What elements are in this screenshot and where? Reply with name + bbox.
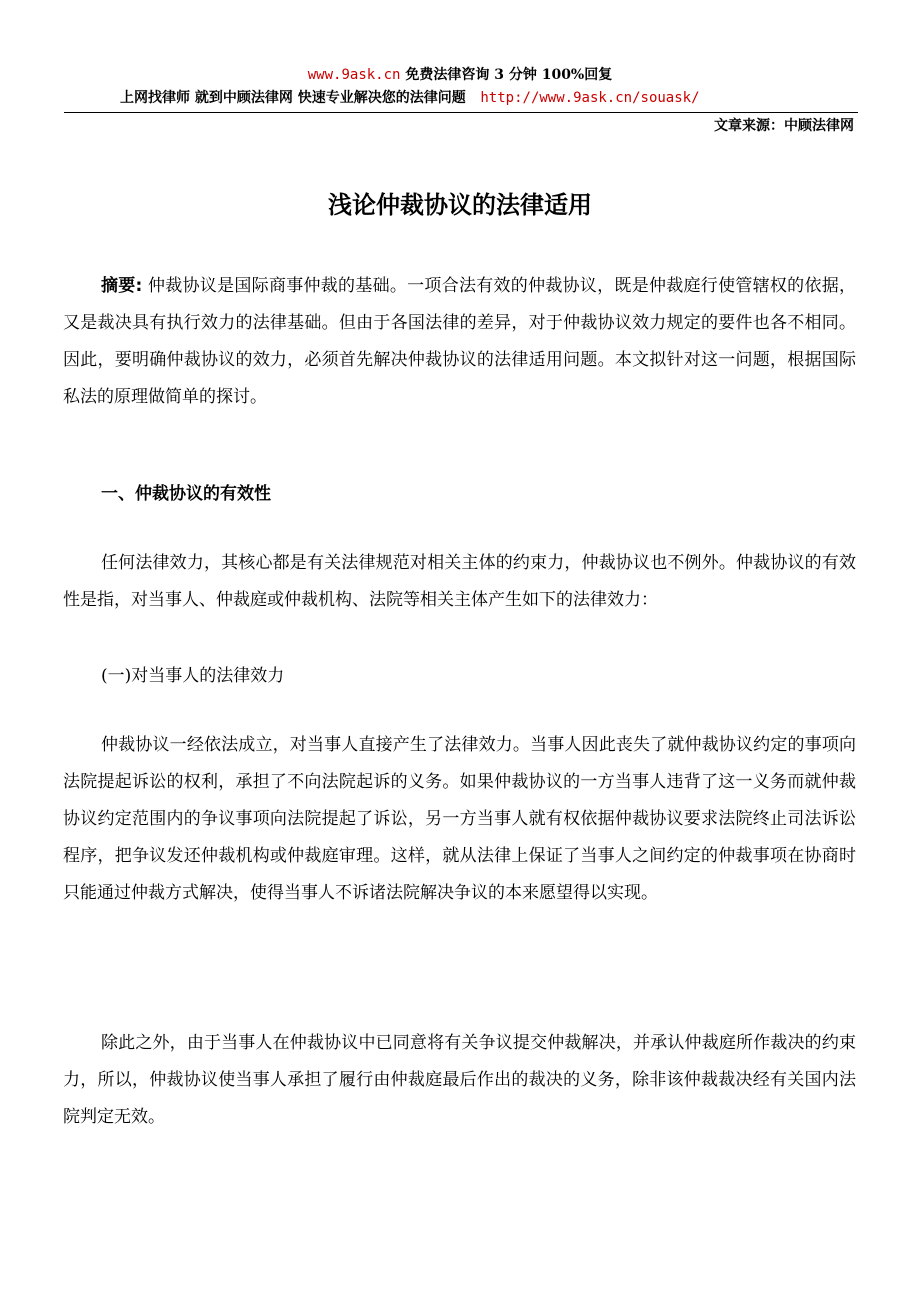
document-title: 浅论仲裁协议的法律适用 xyxy=(328,191,592,219)
article-source: 文章来源：中顾法律网 xyxy=(714,118,854,134)
promo-text: 免费法律咨询 3 分钟 100%回复 xyxy=(400,67,613,83)
site-link[interactable]: www.9ask.cn xyxy=(307,67,401,83)
header-promo-line xyxy=(0,66,920,84)
tagline-text: 上网找律师 就到中顾法律网 快速专业解决您的法律问题 xyxy=(120,90,466,106)
header-tagline-line xyxy=(120,89,700,107)
abstract-paragraph xyxy=(63,268,856,416)
body-paragraph-2: 除此之外，由于当事人在仲裁协议中已同意将有关争议提交仲裁解决，并承认仲裁庭所作裁决的约束力，所以，仲裁协议使当事人承担了履行由仲裁庭最后作出的裁决的义务，除非该仲裁裁决经有关国内法院判定无效。 xyxy=(63,1033,856,1127)
abstract-label: 摘要: xyxy=(101,276,143,296)
header-divider xyxy=(64,112,858,113)
section-heading-1: 一、仲裁协议的有效性 xyxy=(101,484,271,504)
souask-link[interactable]: http://www.9ask.cn/souask/ xyxy=(480,90,700,106)
subsection-heading-1: (一)对当事人的法律效力 xyxy=(101,666,285,686)
section1-intro-paragraph: 任何法律效力，其核心都是有关法律规范对相关主体的约束力，仲裁协议也不例外。仲裁协议的有效性是指，对当事人、仲裁庭或仲裁机构、法院等相关主体产生如下的法律效力： xyxy=(63,553,856,610)
abstract-text: 仲裁协议是国际商事仲裁的基础。一项合法有效的仲裁协议，既是仲裁庭行使管辖权的依据，又是裁决具有执行效力的法律基础。但由于各国法律的差异，对于仲裁协议效力规定的要件也各不相同。因此，要明确仲裁协议的效力，必须首先解决仲裁协议的法律适用问题。本文拟针对这一问题，根据国际私法的原理做简单的探讨。 xyxy=(63,276,856,407)
body-paragraph-1: 仲裁协议一经依法成立，对当事人直接产生了法律效力。当事人因此丧失了就仲裁协议约定的事项向法院提起诉讼的权利，承担了不向法院起诉的义务。如果仲裁协议的一方当事人违背了这一义务而就仲裁协议约定范围内的争议事项向法院提起了诉讼，另一方当事人就有权依据仲裁协议要求法院终止司法诉讼程序，把争议发还仲裁机构或仲裁庭审理。这样，就从法律上保证了当事人之间约定的仲裁事项在协商时只能通过仲裁方式解决，使得当事人不诉诸法院解决争议的本来愿望得以实现。 xyxy=(63,735,856,903)
